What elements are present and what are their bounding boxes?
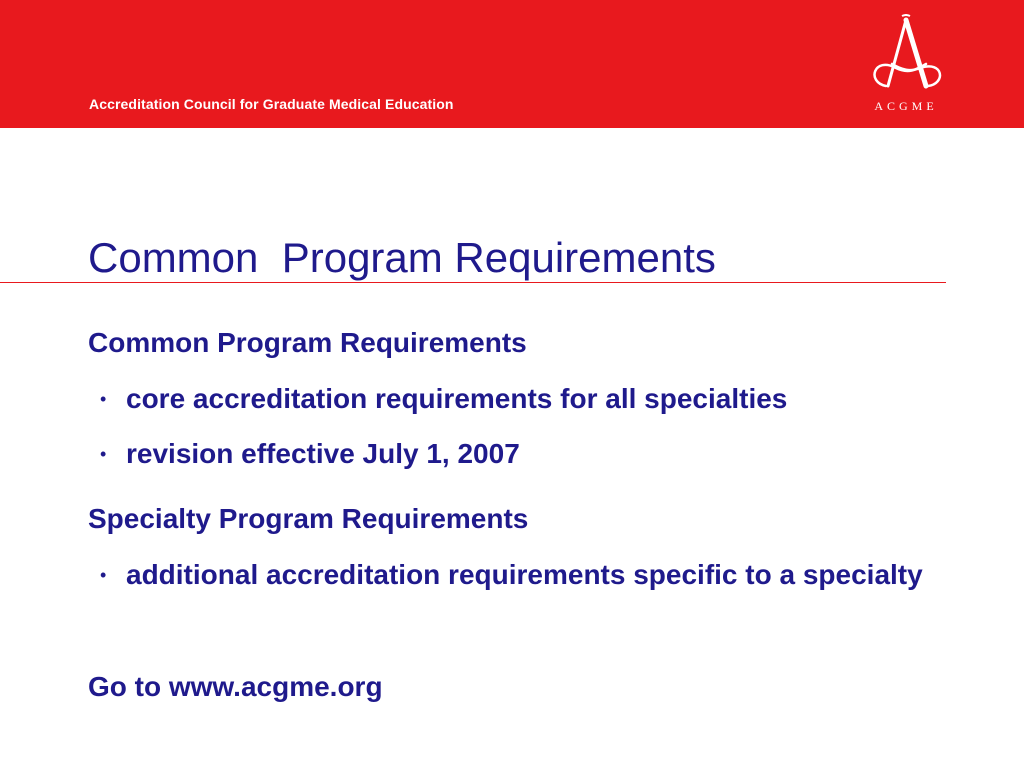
section-heading-specialty: Specialty Program Requirements <box>88 503 529 534</box>
bullet-item <box>88 552 948 598</box>
acgme-logo-mark-icon <box>856 14 956 100</box>
bullet-icon: • <box>100 565 107 585</box>
slide-title: Common Program Requirements <box>88 234 716 281</box>
organization-name: Accreditation Council for Graduate Medical Education <box>89 96 454 112</box>
logo-text: ACGME <box>874 99 938 113</box>
bullet-text: revision effective July 1, 2007 <box>126 438 520 469</box>
section-heading-link: Go to www.acgme.org <box>88 671 383 702</box>
bullet-text: core accreditation requirements for all specialties <box>126 383 788 414</box>
title-divider <box>0 282 946 283</box>
acgme-logo <box>856 14 956 124</box>
bullet-text: additional accreditation requirements specific to a specialty <box>126 559 923 590</box>
bullet-icon: • <box>100 389 107 409</box>
bullet-icon: • <box>100 444 107 464</box>
header-banner <box>0 0 1024 128</box>
section-heading-common: Common Program Requirements <box>88 327 527 358</box>
bullet-item <box>88 376 948 422</box>
bullet-item <box>88 431 948 477</box>
